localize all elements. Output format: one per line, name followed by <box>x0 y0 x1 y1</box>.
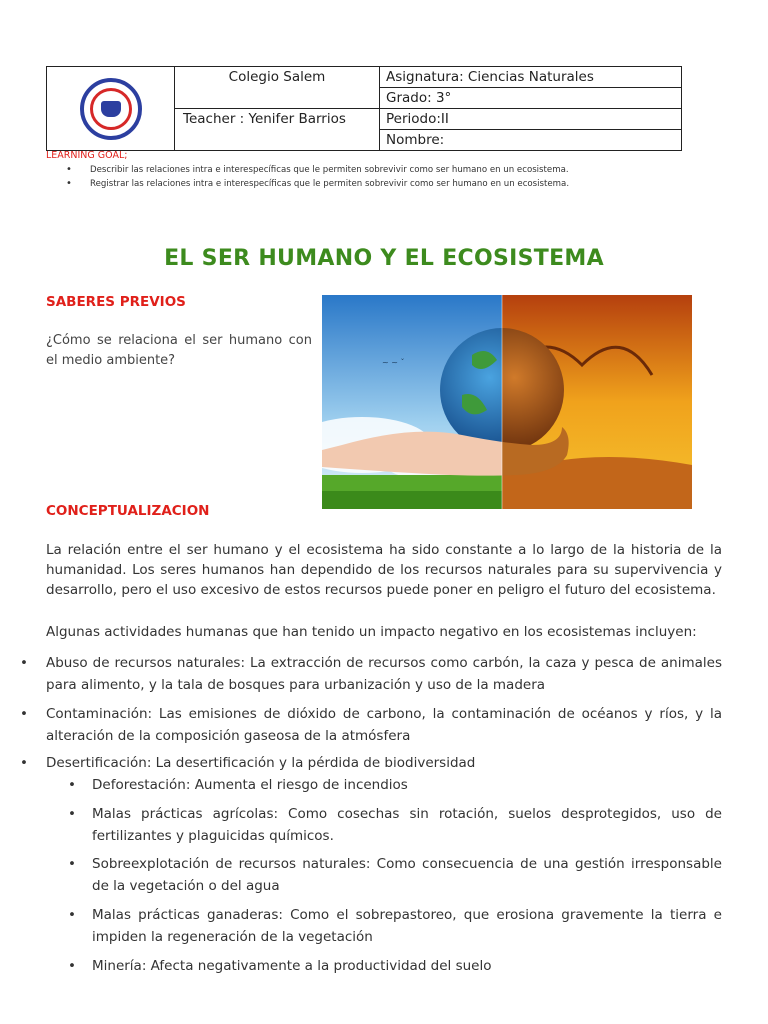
learning-goal-item: • Describir las relaciones intra e interespecíficas que le permiten sobrevivir como ser humano en un ecosistema. <box>66 163 569 177</box>
saberes-heading: SABERES PREVIOS <box>46 294 186 310</box>
subject-cell: Asignatura: Ciencias Naturales <box>380 67 682 88</box>
saberes-question: ¿Cómo se relaciona el ser humano con el medio ambiente? <box>46 333 312 368</box>
header-table <box>46 66 682 151</box>
school-name: Colegio Salem <box>175 67 380 109</box>
sub-list-item: • Deforestación: Aumenta el riesgo de incendios <box>68 777 408 793</box>
school-logo <box>80 78 142 140</box>
period-cell: Periodo:II <box>380 109 682 130</box>
name-cell: Nombre: <box>380 130 682 151</box>
intro-paragraph: La relación entre el ser humano y el ecosistema ha sido constante a lo largo de la historia de la humanidad. Los seres humanos han dependido de los recursos naturales para su supervivencia y desarrollo, pero el uso excesivo de estos recursos puede poner en peligro el futuro del ecosistema. <box>46 542 722 598</box>
conceptualizacion-heading: CONCEPTUALIZACION <box>46 503 210 519</box>
teacher-name: Teacher : Yenifer Barrios <box>175 109 380 151</box>
sub-list-item: • Malas prácticas ganaderas: Como el sobrepastoreo, que erosiona gravemente la tierra e impiden la regeneración de la vegetación <box>68 907 722 945</box>
page-title: EL SER HUMANO Y EL ECOSISTEMA <box>164 246 604 271</box>
learning-goal-title: LEARNING GOAL; <box>46 150 128 161</box>
sub-list-item: • Minería: Afecta negativamente a la productividad del suelo <box>68 958 492 974</box>
learning-goal-item: • Registrar las relaciones intra e interespecíficas que le permiten sobrevivir como ser humano en un ecosistema. <box>66 177 569 191</box>
learning-goal-list <box>66 163 569 191</box>
grade-cell: Grado: 3° <box>380 88 682 109</box>
svg-text:~ ~ ˇ: ~ ~ ˇ <box>382 358 405 367</box>
earth-hands-image <box>322 295 692 509</box>
activities-intro: Algunas actividades humanas que han tenido un impacto negativo en los ecosistemas incluyen: <box>46 624 697 640</box>
sub-list-item: • Malas prácticas agrícolas: Como cosechas sin rotación, suelos desprotegidos, uso de fertilizantes y plaguicidas químicos. <box>68 806 722 844</box>
list-item: • Contaminación: Las emisiones de dióxido de carbono, la contaminación de océanos y ríos, y la alteración de la composición gaseosa de la atmósfera <box>20 706 722 744</box>
list-item: • Abuso de recursos naturales: La extracción de recursos como carbón, la caza y pesca de animales para alimento, y la tala de bosques para urbanización y uso de la madera <box>20 655 722 693</box>
sub-list-item: • Sobreexplotación de recursos naturales: Como consecuencia de una gestión irresponsable de la vegetación o del agua <box>68 856 722 894</box>
list-item: • Desertificación: La desertificación y la pérdida de biodiversidad <box>20 755 476 771</box>
school-logo-cell <box>47 67 175 151</box>
